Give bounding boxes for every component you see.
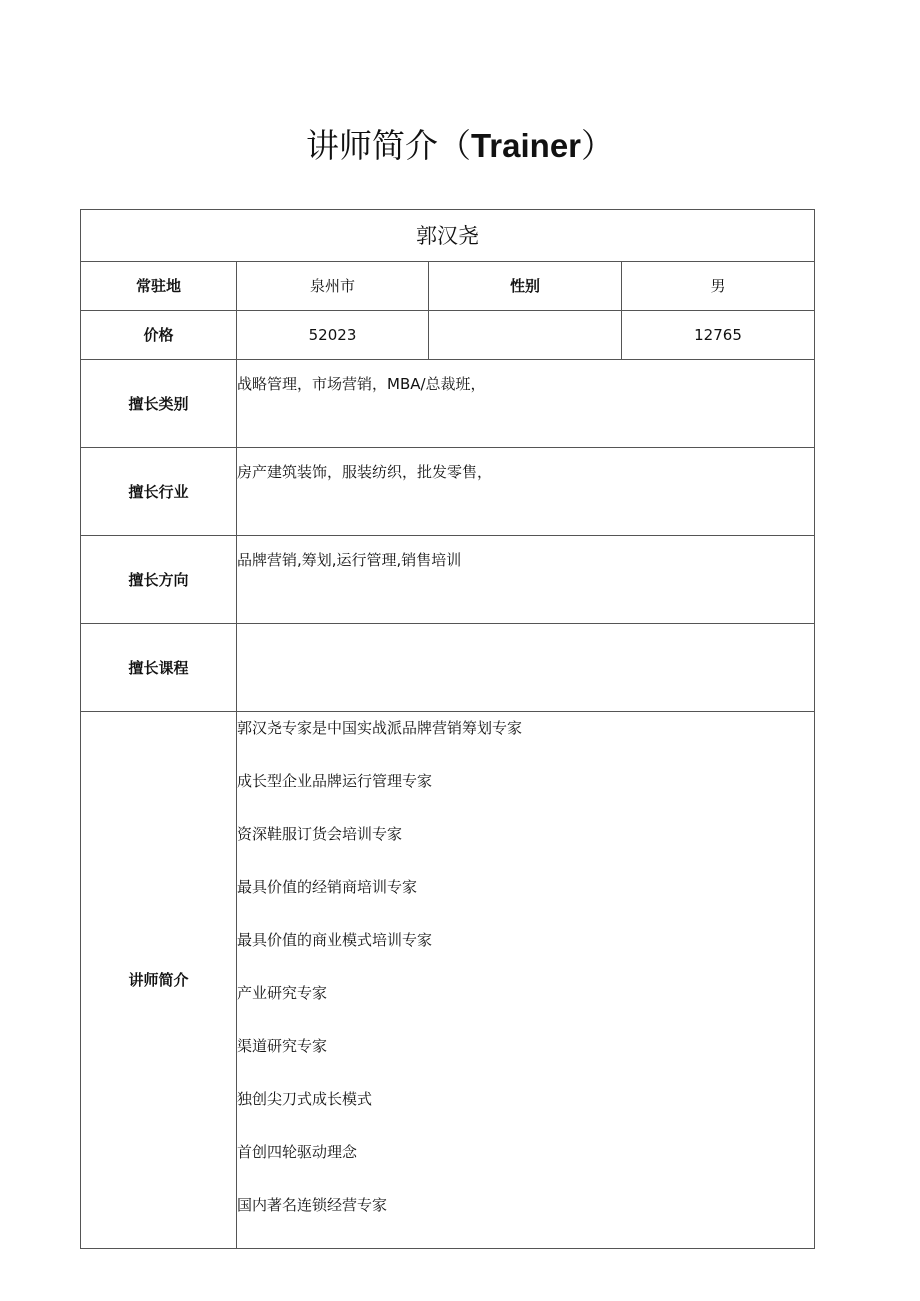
location-value: 泉州市 [237, 262, 429, 311]
category-value: 战略管理，市场营销，MBA/总裁班， [237, 375, 486, 393]
intro-line: 渠道研究专家 [237, 1037, 328, 1055]
intro-cell [237, 712, 815, 1249]
intro-line: 独创尖刀式成长模式 [237, 1090, 373, 1108]
intro-line: 最具价值的商业模式培训专家 [237, 931, 433, 949]
price-value-primary: 52023 [237, 311, 429, 360]
industry-cell [237, 448, 815, 536]
price-empty-cell [429, 311, 622, 360]
intro-line: 首创四轮驱动理念 [237, 1143, 358, 1161]
gender-label: 性别 [429, 262, 622, 311]
intro-label: 讲师简介 [81, 712, 237, 1249]
category-cell [237, 360, 815, 448]
page-title-close: ） [581, 126, 615, 165]
gender-value: 男 [622, 262, 815, 311]
courses-label: 擅长课程 [81, 624, 237, 712]
intro-line: 最具价值的经销商培训专家 [237, 878, 418, 896]
direction-cell [237, 536, 815, 624]
category-label: 擅长类别 [81, 360, 237, 448]
page-title-chinese: 讲师简介（ [305, 126, 471, 165]
intro-line: 郭汉尧专家是中国实战派品牌营销筹划专家 [237, 719, 523, 737]
industry-value: 房产建筑装饰，服装纺织，批发零售， [237, 463, 493, 481]
direction-value: 品牌营销,筹划,运行管理,销售培训 [237, 551, 462, 569]
trainer-profile-table [80, 209, 815, 1249]
page-title [0, 124, 920, 168]
price-value-secondary: 12765 [622, 311, 815, 360]
industry-label: 擅长行业 [81, 448, 237, 536]
direction-label: 擅长方向 [81, 536, 237, 624]
location-label: 常驻地 [81, 262, 237, 311]
price-label: 价格 [81, 311, 237, 360]
intro-line: 产业研究专家 [237, 984, 328, 1002]
page-title-latin: Trainer [470, 127, 582, 164]
intro-line: 成长型企业品牌运行管理专家 [237, 772, 433, 790]
intro-line: 资深鞋服订货会培训专家 [237, 825, 403, 843]
courses-cell [237, 624, 815, 712]
intro-line: 国内著名连锁经营专家 [237, 1196, 388, 1214]
trainer-name: 郭汉尧 [81, 210, 815, 262]
